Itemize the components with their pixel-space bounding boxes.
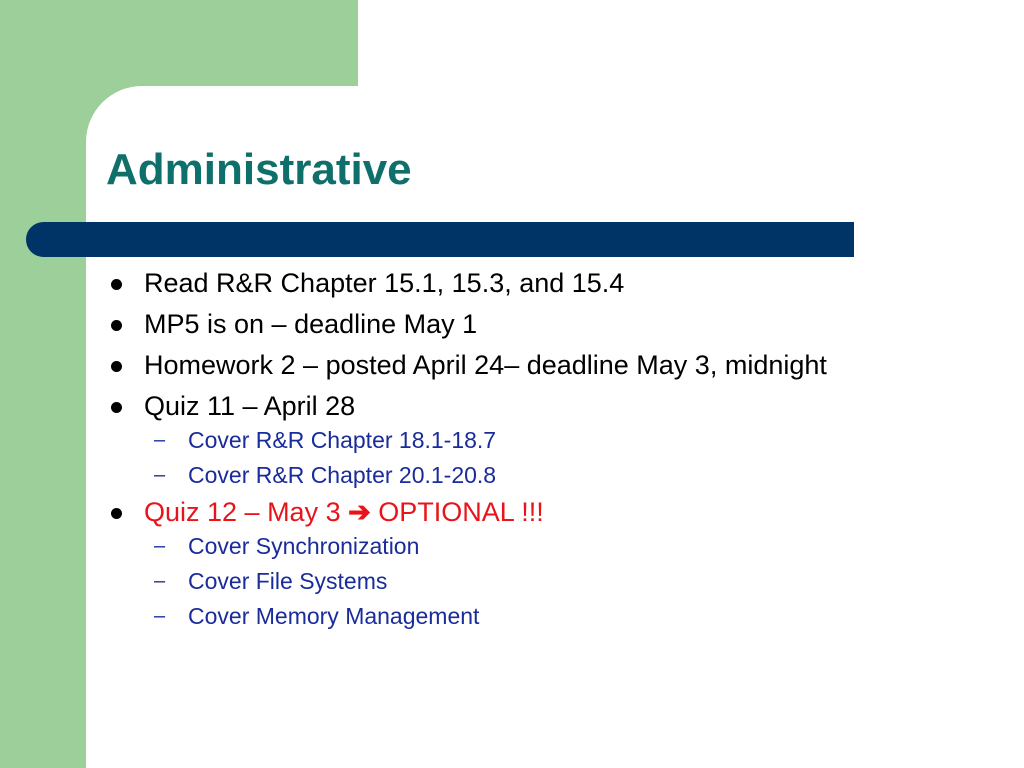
slide-title: Administrative [106, 145, 412, 194]
bullet-text-emphasis: OPTIONAL !!! [378, 497, 544, 527]
dash-marker-icon: – [154, 464, 166, 486]
dash-marker-icon: – [154, 535, 166, 557]
bullet-item [104, 309, 884, 340]
dash-marker-icon: – [154, 605, 166, 627]
bullet-dot-icon [111, 402, 122, 413]
bullet-item [104, 350, 884, 381]
sub-bullet-text: Cover File Systems [188, 568, 388, 594]
sub-bullet-text: Cover Memory Management [188, 603, 480, 629]
bullet-text: Homework 2 – posted April 24– deadline May 3, midnight [144, 350, 827, 380]
sub-bullet-text: Cover R&R Chapter 18.1-18.7 [188, 427, 497, 453]
bullet-text: MP5 is on – deadline May 1 [144, 309, 478, 339]
bullet-text: Quiz 11 – April 28 [144, 391, 356, 421]
bullet-item [104, 391, 884, 422]
dash-marker-icon: – [154, 429, 166, 451]
sub-bullet-text: Cover Synchronization [188, 533, 420, 559]
title-underline-bar [26, 222, 854, 257]
bullet-text: Read R&R Chapter 15.1, 15.3, and 15.4 [144, 268, 625, 298]
bullet-dot-icon [111, 320, 122, 331]
bullet-dot-icon [111, 361, 122, 372]
sub-bullet-item [104, 427, 884, 454]
bullet-text: Quiz 12 – May 3 [144, 497, 341, 527]
sub-bullet-text: Cover R&R Chapter 20.1-20.8 [188, 462, 497, 488]
bullet-item [104, 268, 884, 299]
sub-bullet-item [104, 462, 884, 489]
sub-bullet-item [104, 533, 884, 560]
dash-marker-icon: – [154, 570, 166, 592]
sub-bullet-item [104, 603, 884, 630]
bullet-item-highlighted [104, 497, 884, 528]
sub-bullet-item [104, 568, 884, 595]
bullet-dot-icon [111, 508, 122, 519]
right-arrow-icon: ➔ [348, 497, 371, 527]
bullet-dot-icon [111, 279, 122, 290]
bullet-list [104, 268, 884, 638]
